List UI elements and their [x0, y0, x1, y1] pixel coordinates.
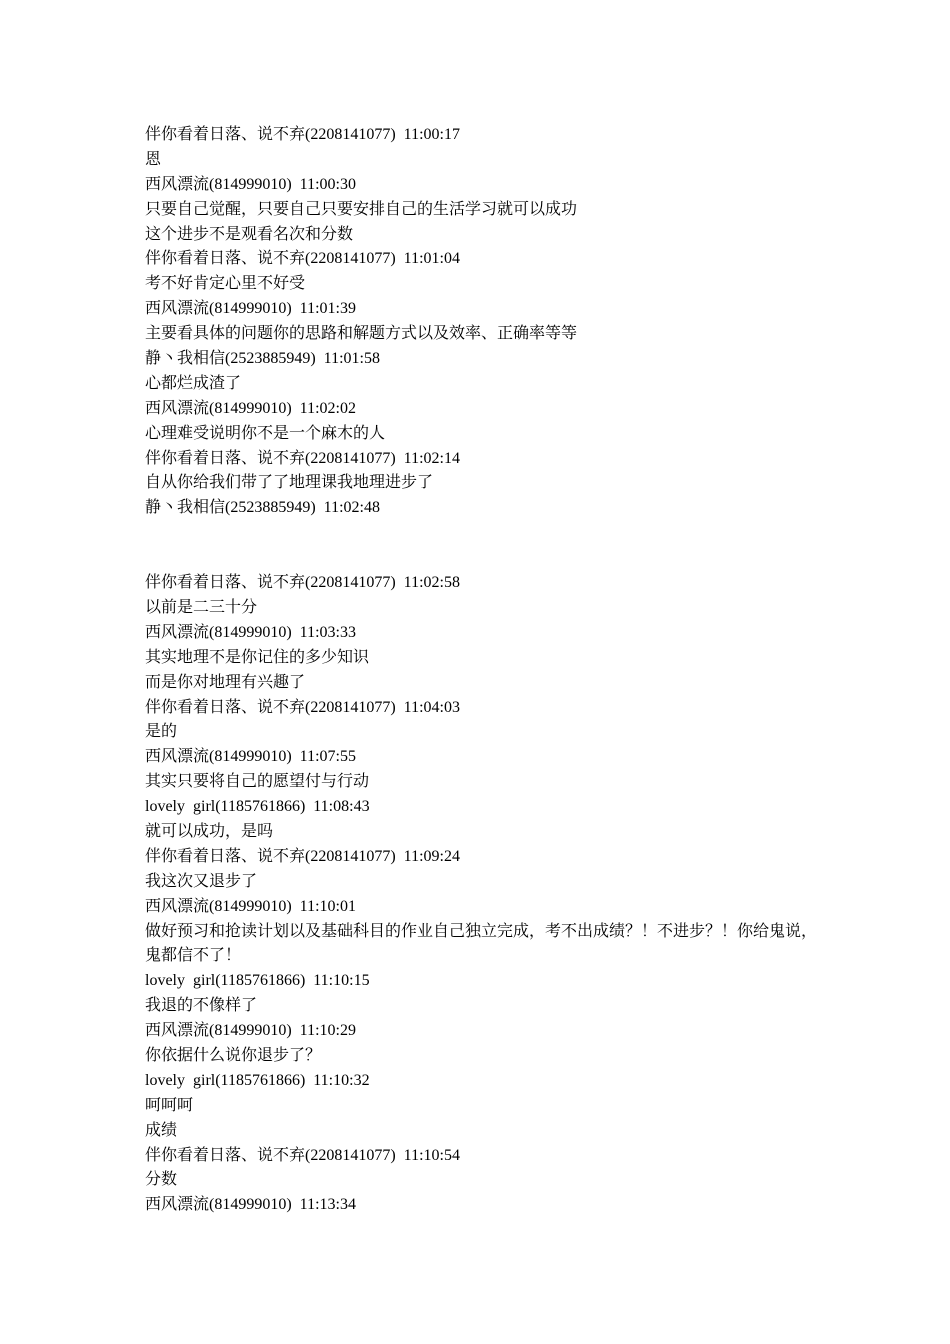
message-text: 我退的不像样了 [145, 997, 258, 1015]
message-header: lovely girl(1185761866) 11:10:15 [145, 972, 370, 990]
message-header: 西风漂流(814999010) 11:03:33 [145, 623, 356, 641]
message-header: 西风漂流(814999010) 11:00:30 [145, 175, 356, 193]
message-text: 做好预习和抢读计划以及基础科目的作业自己独立完成，考不出成绩？！不进步？！你给鬼说，鬼都信不了！ [145, 922, 818, 965]
message-header: lovely girl(1185761866) 11:08:43 [145, 798, 370, 816]
message-text: 而是你对地理有兴趣了 [145, 673, 306, 691]
message-text: 以前是二三十分 [145, 598, 258, 616]
message-header: 伴你看着日落、说不弃(2208141077) 11:02:14 [145, 449, 460, 467]
message-text: 恩 [145, 150, 162, 168]
message-header: 伴你看着日落、说不弃(2208141077) 11:02:58 [145, 574, 460, 592]
message-text: 分数 [145, 1171, 178, 1189]
message-text: 只要自己觉醒，只要自己只要安排自己的生活学习就可以成功 [145, 200, 578, 218]
message-header: 伴你看着日落、说不弃(2208141077) 11:00:17 [145, 126, 460, 143]
chat-log-document [145, 123, 825, 1218]
blank-message-gap [145, 521, 825, 571]
message-header: 伴你看着日落、说不弃(2208141077) 11:10:54 [145, 1146, 460, 1164]
message-header: 西风漂流(814999010) 11:10:29 [145, 1022, 356, 1040]
message-text: 呵呵呵 [145, 1096, 194, 1114]
message-header: 西风漂流(814999010) 11:02:02 [145, 399, 356, 417]
message-header: 静丶我相信(2523885949) 11:01:58 [145, 350, 380, 368]
message-text: 就可以成功，是吗 [145, 822, 274, 840]
message-header: lovely girl(1185761866) 11:10:32 [145, 1071, 370, 1089]
message-header: 西风漂流(814999010) 11:10:01 [145, 897, 356, 915]
message-text: 考不好肯定心里不好受 [145, 275, 306, 293]
message-header: 伴你看着日落、说不弃(2208141077) 11:04:03 [145, 698, 460, 716]
message-text: 你依据什么说你退步了？ [145, 1047, 322, 1064]
message-text: 成绩 [145, 1121, 178, 1139]
message-header: 西风漂流(814999010) 11:07:55 [145, 748, 356, 766]
message-header: 静丶我相信(2523885949) 11:02:48 [145, 499, 380, 517]
message-text: 自从你给我们带了了地理课我地理进步了 [145, 474, 434, 492]
message-text: 心理难受说明你不是一个麻木的人 [145, 424, 386, 442]
message-text: 心都烂成渣了 [145, 374, 242, 392]
message-header: 西风漂流(814999010) 11:01:39 [145, 300, 356, 318]
message-header: 伴你看着日落、说不弃(2208141077) 11:09:24 [145, 847, 460, 865]
message-header: 西风漂流(814999010) 11:13:34 [145, 1196, 356, 1214]
message-text: 主要看具体的问题你的思路和解题方式以及效率、正确率等等 [145, 325, 578, 343]
message-text: 其实地理不是你记住的多少知识 [145, 648, 370, 666]
message-text: 这个进步不是观看名次和分数 [145, 225, 354, 243]
message-text: 我这次又退步了 [145, 872, 258, 890]
message-text: 是的 [145, 723, 178, 741]
message-header: 伴你看着日落、说不弃(2208141077) 11:01:04 [145, 250, 460, 268]
message-text: 其实只要将自己的愿望付与行动 [145, 773, 370, 791]
